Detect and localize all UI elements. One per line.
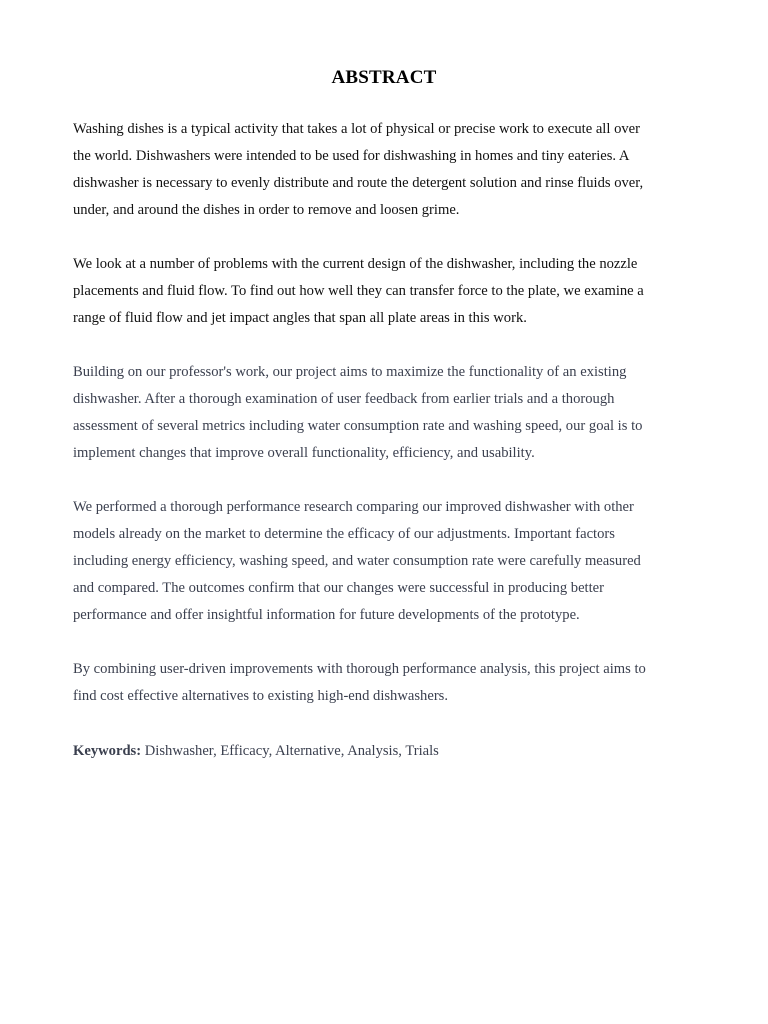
paragraph-line: models already on the market to determine the efficacy of our adjustments. Important factors bbox=[73, 526, 615, 542]
paragraph-1 bbox=[73, 116, 691, 224]
paragraph-line: Building on our professor's work, our project aims to maximize the functionality of an existing bbox=[73, 364, 627, 380]
keywords-label: Keywords: bbox=[73, 743, 142, 759]
paragraph-3 bbox=[73, 359, 691, 467]
paragraph-line: find cost effective alternatives to existing high-end dishwashers. bbox=[73, 688, 449, 704]
paragraph-line: assessment of several metrics including water consumption rate and washing speed, our goal is to bbox=[73, 418, 643, 434]
paragraph-line: placements and fluid flow. To find out how well they can transfer force to the plate, we examine a bbox=[73, 283, 644, 299]
paragraph-line: including energy efficiency, washing speed, and water consumption rate were carefully measured bbox=[73, 553, 641, 569]
paragraph-line: performance and offer insightful information for future developments of the prototype. bbox=[73, 607, 580, 623]
paragraph-line: range of fluid flow and jet impact angles that span all plate areas in this work. bbox=[73, 310, 527, 326]
paragraph-line: dishwasher. After a thorough examination of user feedback from earlier trials and a thorough bbox=[73, 391, 615, 407]
paragraph-line: under, and around the dishes in order to remove and loosen grime. bbox=[73, 202, 460, 218]
paragraph-2 bbox=[73, 251, 691, 332]
paragraph-line: the world. Dishwashers were intended to be used for dishwashing in homes and tiny eateries. A bbox=[73, 148, 630, 164]
paragraph-line: We look at a number of problems with the current design of the dishwasher, including the nozzle bbox=[73, 256, 638, 272]
paragraph-line: implement changes that improve overall functionality, efficiency, and usability. bbox=[73, 445, 535, 461]
keywords-line bbox=[73, 738, 691, 765]
abstract-title: ABSTRACT bbox=[331, 67, 437, 88]
paragraph-line: Washing dishes is a typical activity that takes a lot of physical or precise work to execute all over bbox=[73, 121, 640, 137]
paragraph-4 bbox=[73, 494, 691, 629]
paragraph-line: By combining user-driven improvements with thorough performance analysis, this project aims to bbox=[73, 661, 646, 677]
paragraph-line: dishwasher is necessary to evenly distribute and route the detergent solution and rinse fluids over, bbox=[73, 175, 644, 191]
keywords-value: Dishwasher, Efficacy, Alternative, Analysis, Trials bbox=[141, 743, 439, 759]
paragraph-line: We performed a thorough performance research comparing our improved dishwasher with other bbox=[73, 499, 634, 515]
paragraph-line: and compared. The outcomes confirm that our changes were successful in producing better bbox=[73, 580, 605, 596]
paragraph-5 bbox=[73, 656, 691, 710]
